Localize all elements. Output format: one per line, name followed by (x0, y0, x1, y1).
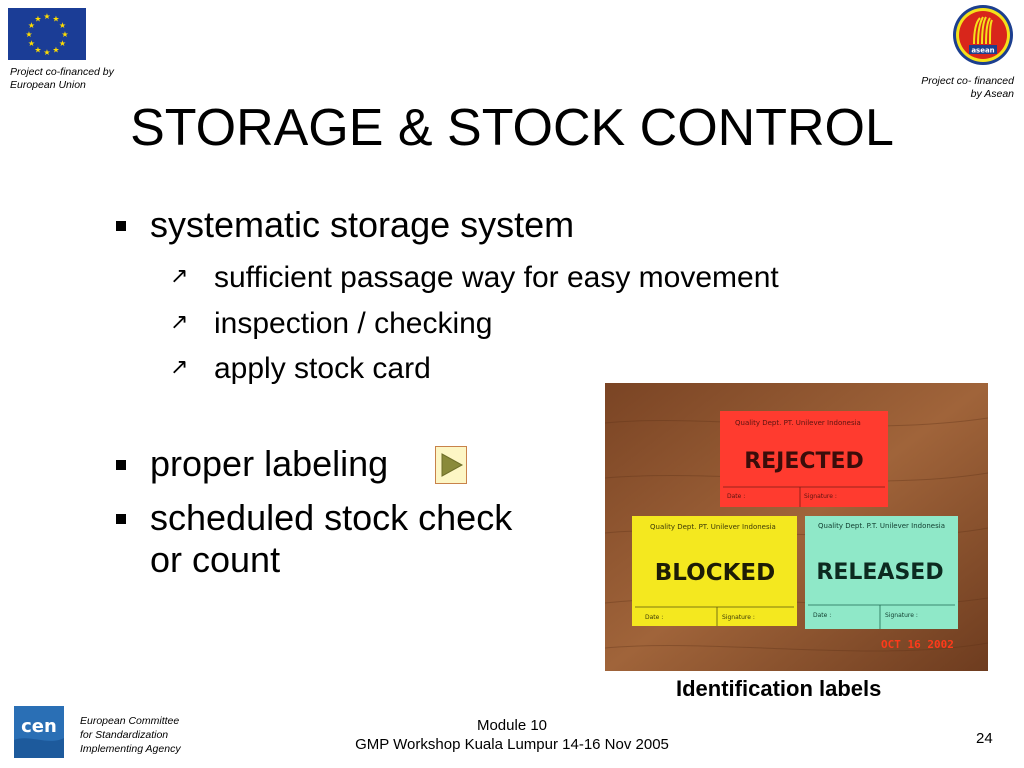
released-header: Quality Dept. P.T. Unilever Indonesia (818, 522, 945, 530)
blocked-date: Date : (645, 614, 664, 621)
bullet-scheduled-check-line2: or count (150, 539, 281, 580)
slide-title: STORAGE & STOCK CONTROL (130, 99, 894, 157)
rejected-header: Quality Dept. PT. Unilever Indonesia (735, 419, 861, 427)
play-button[interactable] (435, 446, 467, 484)
eu-stars-icon (8, 8, 86, 60)
identification-labels-photo (605, 383, 988, 671)
eu-caption-line1: Project co-financed by (10, 66, 114, 78)
cen-logo-text: cen (21, 716, 57, 737)
arrow-up-right-icon: ↗ (170, 263, 189, 288)
svg-text:★: ★ (27, 39, 36, 48)
square-bullet-icon (116, 221, 126, 231)
asean-caption-line2: by Asean (970, 88, 1014, 100)
svg-text:★: ★ (34, 45, 42, 55)
footer-module: Module 10 (476, 717, 548, 734)
svg-text:★: ★ (58, 39, 67, 48)
svg-text:★: ★ (25, 30, 33, 39)
sub-bullet-stock-card: apply stock card (214, 352, 431, 385)
photo-caption: Identification labels (676, 676, 882, 701)
blocked-label (632, 516, 797, 626)
cen-caption-line3: Implementing Agency (80, 743, 181, 755)
svg-text:★: ★ (61, 30, 69, 39)
rejected-date: Date : (727, 493, 746, 500)
rejected-signature: Signature : (804, 493, 837, 500)
play-triangle-icon (436, 447, 466, 483)
blocked-signature: Signature : (722, 614, 755, 621)
eu-flag-logo (8, 8, 86, 60)
square-bullet-icon (116, 514, 126, 524)
cen-caption-line1: European Committee (80, 715, 180, 727)
asean-logo (952, 4, 1014, 66)
arrow-up-right-icon: ↗ (170, 309, 189, 334)
asean-caption-line1: Project co- financed (921, 75, 1014, 87)
footer-center (0, 716, 1024, 754)
bullet-proper-labeling: proper labeling (150, 443, 389, 484)
eu-caption-line2: European Union (10, 79, 86, 91)
svg-text:★: ★ (43, 12, 51, 21)
sub-bullet-inspection: inspection / checking (214, 307, 493, 340)
svg-text:★: ★ (43, 48, 51, 57)
bullet-scheduled-check-line1: scheduled stock check (150, 497, 513, 538)
released-date: Date : (813, 612, 832, 619)
blocked-text: BLOCKED (654, 560, 776, 586)
svg-text:★: ★ (27, 21, 36, 30)
cen-caption-line2: for Standardization (80, 729, 169, 741)
footer-workshop: GMP Workshop Kuala Lumpur 14-16 Nov 2005 (355, 736, 669, 753)
bullet-systematic-storage: systematic storage system (150, 204, 575, 245)
arrow-up-right-icon: ↗ (170, 354, 189, 379)
rejected-label (720, 411, 888, 507)
eu-caption (10, 66, 114, 92)
page-number: 24 (976, 730, 993, 747)
square-bullet-icon (116, 460, 126, 470)
svg-text:★: ★ (52, 45, 60, 55)
sub-bullet-passage: sufficient passage way for easy movement (214, 261, 779, 294)
svg-text:★: ★ (34, 14, 42, 24)
asean-logo-text: asean (971, 46, 995, 55)
released-text: RELEASED (816, 560, 944, 585)
released-signature: Signature : (885, 612, 918, 619)
svg-text:★: ★ (52, 14, 60, 24)
svg-text:★: ★ (58, 21, 67, 30)
blocked-header: Quality Dept. PT. Unilever Indonesia (650, 523, 776, 531)
photo-timestamp: OCT 16 2002 (881, 638, 954, 651)
rejected-text: REJECTED (744, 449, 864, 474)
released-label (805, 516, 958, 629)
